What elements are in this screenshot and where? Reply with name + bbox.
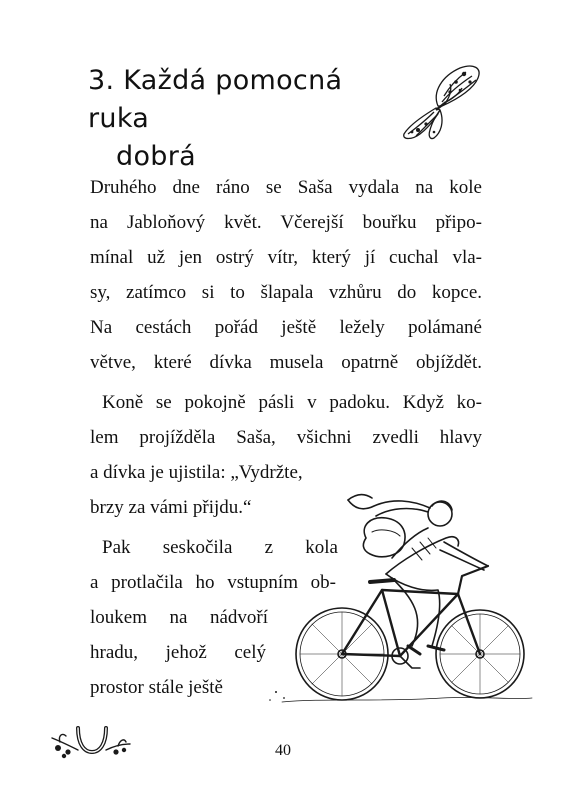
text-line-13: loukem na nádvoří (90, 607, 268, 628)
text-line-11: Pak seskočila z kola (102, 537, 338, 558)
text-line-3: mínal už jen ostrý vítr, který jí cuchal vla- (90, 247, 482, 268)
chapter-title-line-1: 3. Každá pomocná ruka (88, 65, 343, 134)
text-line-8: lem projížděla Saša, všichni zvedli hlavy (90, 427, 482, 448)
girl-on-bicycle-illustration (262, 486, 538, 724)
chapter-title-line-2: dobrá (116, 141, 196, 172)
text-line-5: Na cestách pořád ještě ležely polámané (90, 317, 482, 338)
text-line-14: hradu, jehož celý (90, 642, 266, 663)
text-line-10: brzy za vámi přijdu.“ (90, 497, 252, 518)
text-line-1: Druhého dne ráno se Saša vydala na kole (90, 177, 482, 198)
text-line-4: sy, zatímco si to šlapala vzhůru do kopce. (90, 282, 482, 303)
text-line-15: prostor stále ještě (90, 677, 223, 698)
chapter-title (88, 62, 388, 176)
text-line-12: a protlačila ho vstupním ob- (90, 572, 336, 593)
page-number: 40 (275, 742, 291, 759)
text-line-2: na Jabloňový květ. Včerejší bouřku připo- (90, 212, 482, 233)
text-line-9: a dívka je ujistila: „Vydržte, (90, 462, 303, 483)
text-line-6: větve, které dívka musela opatrně objíždět. (90, 352, 482, 373)
butterfly-illustration (398, 62, 484, 142)
text-line-7: Koně se pokojně pásli v padoku. Když ko- (102, 392, 482, 413)
